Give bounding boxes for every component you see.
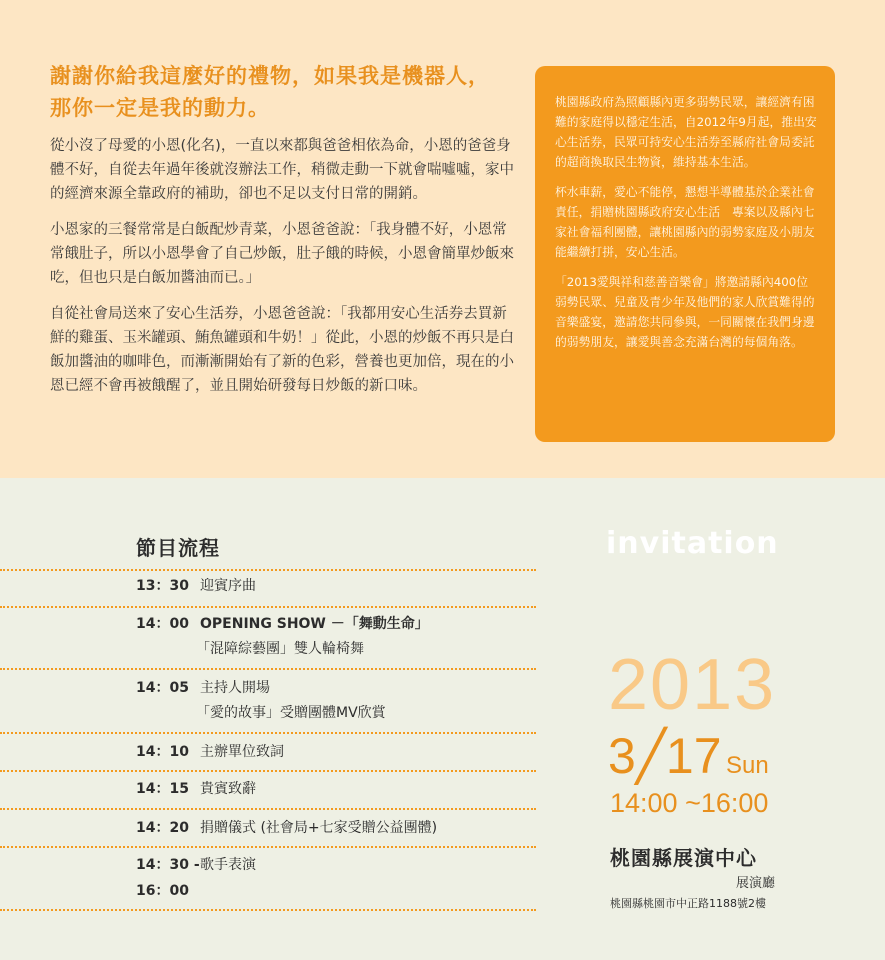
- dotted-divider: [0, 569, 536, 571]
- event-weekday: Sun: [726, 752, 769, 779]
- dotted-divider: [0, 770, 536, 772]
- event-day: 17: [665, 728, 722, 784]
- story-paragraph: 自從社會局送來了安心生活券，小恩爸爸說：「我都用安心生活券去買新鮮的雞蛋、玉米罐頭、鮪魚罐頭和牛奶！」從此，小恩的炒飯不再只是白飯加醬油的咖啡色，而漸漸開始有了新的色彩，營養也更加倍，現在的小恩已經不會再被餓醒了，並且開始研發每日炒飯的新口味。: [50, 306, 514, 394]
- program-time: 14：30 -: [136, 857, 200, 873]
- program-time: 14：10: [136, 744, 189, 760]
- program-item: [136, 777, 256, 802]
- event-venue: 桃園縣展演中心: [610, 846, 757, 870]
- dotted-divider: [0, 808, 536, 810]
- story-text: [50, 134, 518, 410]
- dotted-divider: [0, 668, 536, 670]
- program-text: 迎賓序曲: [200, 578, 256, 594]
- info-paragraph: 「2013愛與祥和慈善音樂會」將邀請縣內400位弱勢民眾、兒童及青少年及他們的家人欣賞難得的音樂盛宴，邀請您共同參與，一同關懷在我們身邊的弱勢朋友，讓愛與善念充滿台灣的每個角落。: [555, 275, 815, 349]
- program-text: 貴賓致辭: [200, 781, 256, 797]
- program-time: 14：05: [136, 680, 189, 696]
- info-box: [535, 66, 835, 442]
- event-hall: 展演廳: [736, 876, 776, 891]
- headline: [50, 60, 530, 124]
- story-paragraph: 小恩家的三餐常常是白飯配炒青菜，小恩爸爸說：「我身體不好，小恩常常餓肚子，所以小恩學會了自己炒飯，肚子餓的時候，小恩會簡單炒飯來吃，但也只是白飯加醬油而已。」: [50, 222, 514, 286]
- program-text: 捐贈儀式 (社會局+七家受贈公益團體): [200, 820, 438, 836]
- program-item: [136, 676, 386, 726]
- dotted-divider: [0, 606, 536, 608]
- invitation-wordmark: invitation: [606, 526, 779, 561]
- program-text: 主辦單位致詞: [200, 744, 284, 760]
- event-date: [608, 728, 769, 797]
- program-time: 16：00: [136, 883, 189, 899]
- dotted-divider: [0, 909, 536, 911]
- event-hours: 14:00 ~16:00: [610, 788, 769, 818]
- event-address: 桃園縣桃園市中正路1188號2樓: [610, 897, 766, 910]
- program-title: 節目流程: [136, 536, 220, 560]
- program-subtext: 「愛的故事」受贈團體MV欣賞: [196, 705, 386, 721]
- program-text: OPENING SHOW －「舞動生命」: [200, 616, 429, 632]
- program-time: 14：00: [136, 616, 189, 632]
- event-month: 3: [608, 728, 636, 784]
- program-text: 歌手表演: [200, 857, 256, 873]
- program-item: [136, 574, 256, 599]
- program-time: 14：15: [136, 781, 189, 797]
- program-item: [136, 879, 200, 904]
- program-time: 13：30: [136, 578, 189, 594]
- program-time: 14：20: [136, 820, 189, 836]
- program-text: 主持人開場: [200, 680, 270, 696]
- story-paragraph: 從小沒了母愛的小恩(化名)，一直以來都與爸爸相依為命，小恩的爸爸身體不好，自從去年過年後就沒辦法工作，稍微走動一下就會喘噓噓，家中的經濟來源全靠政府的補助，卻也不足以支付日常的開銷。: [50, 138, 514, 202]
- headline-line-1: 謝謝你給我這麼好的禮物，如果我是機器人，: [50, 64, 490, 88]
- info-paragraph: 杯水車薪，愛心不能停，懇想半導體基於企業社會責任，捐贈桃園縣政府安心生活 專案以及縣內七家社會福利團體，讓桃園縣內的弱勢家庭及小朋友能繼續打拼，安心生活。: [555, 185, 815, 259]
- program-item: [136, 816, 437, 841]
- date-slash: ╱: [635, 728, 666, 784]
- info-paragraph: 桃園縣政府為照顧縣內更多弱勢民眾，讓經濟有困難的家庭得以穩定生活，自2012年9月起，推出安心生活券，民眾可持安心生活券至縣府社會局委託的超商換取民生物資，維持基本生活。: [555, 95, 817, 169]
- dotted-divider: [0, 846, 536, 848]
- program-item: [136, 853, 256, 878]
- event-year: 2013: [608, 645, 777, 725]
- headline-line-2: 那你一定是我的動力。: [50, 96, 270, 120]
- dotted-divider: [0, 732, 536, 734]
- program-item: [136, 740, 284, 765]
- program-item: [136, 612, 429, 662]
- program-subtext: 「混障綜藝團」雙人輪椅舞: [196, 641, 364, 657]
